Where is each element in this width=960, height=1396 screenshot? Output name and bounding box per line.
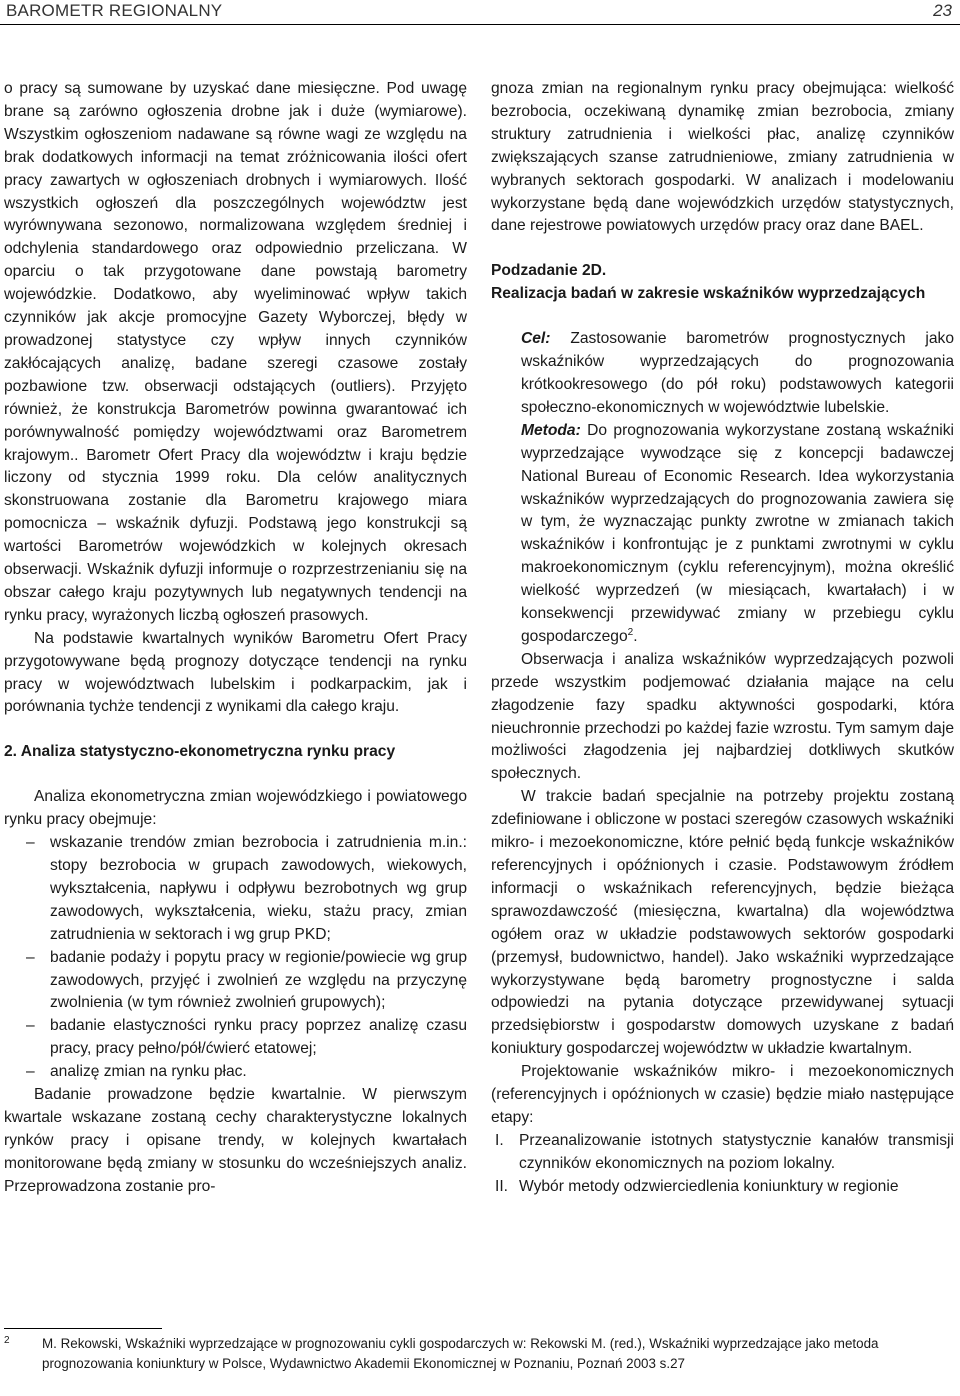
spacer (491, 306, 954, 328)
paragraph: o pracy są sumowane by uzyskać dane miesięczne. Pod uwagę brane są zarówno ogłoszenia drobne jak i duże (wymiarowe). Wszystkim ogłoszeniom nadawane są równe wagi ze względu na brak dodatkowych informacji na temat zróżnicowania ilości ofert pracy zawartych w ogłoszeniach drobnych i wymiarowych. Ilość wszystkich ogłoszeń dla poszczególnych województw jest wyrównywana sezonowo, normalizowana względem średniej i odchylenia standardowego oraz odpowiednio przeliczana. W oparciu o tak przygotowane dane powstają barometry wojewódzkie. Dodatkowo, aby wyeliminować wpływ takich czynników jak akcje promocyjne Gazety Wyborczej, błędy w prowadzonej statystyce czy wpływ innych czynników zakłócających analizę, badane szeregi czasowe zostały pozbawione tzw. obserwacji odstających (outliers). Przyjęto również, że konstrukcja Barometrów powinna gwarantować ich porównywalność pomiędzy województwami oraz Barometrem krajowym.. Barometr Ofert Pracy dla województw i kraju będzie liczony od stycznia 1999 roku. Dla celów analitycznych skonstruowana zostanie dla Barometru krajowego miara pomocnicza – wskaźnik dyfuzji. Podstawą jego konstrukcji są wartości Barometrów wojewódzkich w kolejnych okresach obserwacji. Wskaźnik dyfuzji informuje o rozprzestrzenianiu się na obszar całego kraju pozytywnych lub negatywnych tendencji na rynku pracy, wyrażonych liczbą ogłoszeń prasowych. (4, 80, 467, 624)
stage-text: Przeanalizowanie istotnych statystycznie kanałów transmisji czynników ekonomicznych na poziom lokalny. (519, 1131, 954, 1172)
list-item: – badanie podaży i popytu pracy w regionie/powiecie wg grup zawodowych, przyjęć i zwolnień ze względu na przyczynę zwolnienia (w tym również zwolnień grupowych); (4, 947, 467, 1016)
spacer (4, 764, 467, 786)
bullet-list (4, 832, 467, 1084)
left-column (4, 78, 467, 1199)
goal-paragraph (491, 328, 954, 420)
footnote (4, 1334, 956, 1374)
paragraph: Obserwacja i analiza wskaźników wyprzedzających pozwoli przede wszystkim podjemować działania mające na celu złagodzenie fazy spadku aktywności gospodarki, która nieuchronnie przechodzi po każdej fazie wzrostu. Tym samym daje możliwości złagodzenia jej najbardziej dotkliwych skutków społecznych. (491, 650, 954, 783)
subtask-label: Podzadanie 2D. (491, 262, 607, 280)
stage-number: I. (495, 1131, 504, 1149)
right-column (491, 78, 954, 1199)
section-heading: 2. Analiza statystyczno-ekonometryczna rynku pracy (4, 743, 396, 761)
journal-title: BAROMETR REGIONALNY (6, 1, 223, 20)
footnote-number: 2 (4, 1335, 10, 1346)
stages-list (491, 1130, 954, 1199)
paragraph: Analiza ekonometryczna zmian wojewódzkiego i powiatowego rynku pracy obejmuje: (4, 788, 467, 829)
paragraph: W trakcie badań specjalnie na potrzeby projektu zostaną zdefiniowane i obliczone w postaci szeregów czasowych wskaźniki mikro- i mezoekonomiczne, które pełnić będą funkcje wskaźników referencyjnych i opóźnionych i czasie. Podstawowym źródłem informacji o wskaźnikach referencyjnych, będzie bieżąca sprawozdawczość (miesięczna, kwartalna) dla województwa ogółem oraz w układzie podstawowych sektorów gospodarki (przemysł, budownictwo, handel). Jako wskaźniki wyprzedzające wykorzystywane będą barometry prognostyczne i salda odpowiedzi na pytania dotyczące przewidywanej sytuacji przedsiębiorstw i gospodarstw domowych uzyskane z badań koniuktury gospodarczej województw w układzie kwartalnym. (491, 788, 954, 1058)
list-item: – badanie elastyczności rynku pracy poprzez analizę czasu pracy, pracy pełno/pół/ćwierć etatowej; (4, 1015, 467, 1061)
list-item: – wskazanie trendów zmian bezrobocia i zatrudnienia m.in.: stopy bezrobocia w grupach zawodowych, wiekowych, wykształcenia, napływu i odpływu bezrobotnych wg grup zawodowych, wykształcenia, wieku, stażu pracy, zmian zatrudnienia w sektorach i wg grup PKD; (4, 832, 467, 947)
page-number: 23 (933, 1, 952, 20)
method-label: Metoda: (521, 421, 581, 439)
spacer (491, 238, 954, 260)
list-item (491, 1176, 954, 1199)
footnote-divider (4, 1328, 162, 1329)
paragraph: Na podstawie kwartalnych wyników Barometru Ofert Pracy przygotowywane będą prognozy dotyczące tendencji na rynku pracy w województwach lubelskim i podkarpackim, jak i porównania tychże tendencji z wynikami dla całego kraju. (4, 629, 467, 716)
method-end: . (633, 627, 638, 645)
list-item: – analizę zmian na rynku płac. (4, 1061, 467, 1084)
running-header (0, 0, 960, 25)
goal-text: Zastosowanie barometrów prognostycznych jako wskaźników wyprzedzających do prognozowania krótkookresowego (do pół roku) podstawowych kategorii społeczno-ekonomicznych w województwie lubelskie. (521, 330, 954, 416)
stage-number: II. (495, 1177, 508, 1195)
paragraph: Projektowanie wskaźników mikro- i mezoekonomicznych (referencyjnych i opóźnionych w czasie) będzie miało następujące etapy: (491, 1063, 954, 1126)
spacer (4, 719, 467, 741)
footnote-text: M. Rekowski, Wskaźniki wyprzedzające w prognozowaniu cykli gospodarczych w: Rekowski M. (red.), Wskaźniki wyprzedzające jako metoda prognozowania koniunktury w Polsce, Wydawnictwo Akademii Ekonomicznej w Poznaniu, Poznań 2003 s.27 (42, 1336, 879, 1371)
method-text: Do prognozowania wykorzystane zostaną wskaźniki wyprzedzające wywodzące się z koncepcji badawczej National Bureau of Economic Research. Idea wykorzystania wskaźników wyprzedzających do prognozowania zawiera się w tym, że wyznaczając punkty zwrotne w zmianach takich wskaźników i konfrontując je z punktami zwrotnymi w cyklu makroekonomicznym (cyklu referencyjnym), można określić wielkość wyprzedzeń (w miesiącach, kwartałach) i w konsekwencji przewidywać zmiany w przebiegu cyklu gospodarczego (521, 421, 954, 645)
method-paragraph (491, 420, 954, 649)
subtask-title: Realizacja badań w zakresie wskaźników wyprzedzających (491, 285, 926, 303)
paragraph: Badanie prowadzone będzie kwartalnie. W pierwszym kwartale wskazane zostaną cechy charakterystyczne lokalnych rynków pracy i opisane trendy, w kolejnych kwartałach monitorowane będą zmiany w stosunku do wcześniejszych analiz. Przeprowadzona zostanie pro- (4, 1086, 467, 1195)
goal-label: Cel: (521, 330, 551, 348)
list-item (491, 1130, 954, 1176)
footnote-ref: 2 (627, 626, 634, 638)
paragraph: gnoza zmian na regionalnym rynku pracy obejmująca: wielkość bezrobocia, oczekiwaną dynamikę zmian bezrobocia, zmiany struktury zatrudnienia i wielkości płac, analizę czynników zwiększających szanse zatrudnieniowe, zmiany zatrudnienia w wybranych sektorach gospodarki. W analizach i modelowaniu wykorzystane będą dane wojewódzkich urzędów statystycznych, dane rejestrowe powiatowych urzędów pracy oraz dane BAEL. (491, 80, 954, 235)
stage-text: Wybór metody odzwierciedlenia koniunktury w regionie (519, 1177, 899, 1195)
